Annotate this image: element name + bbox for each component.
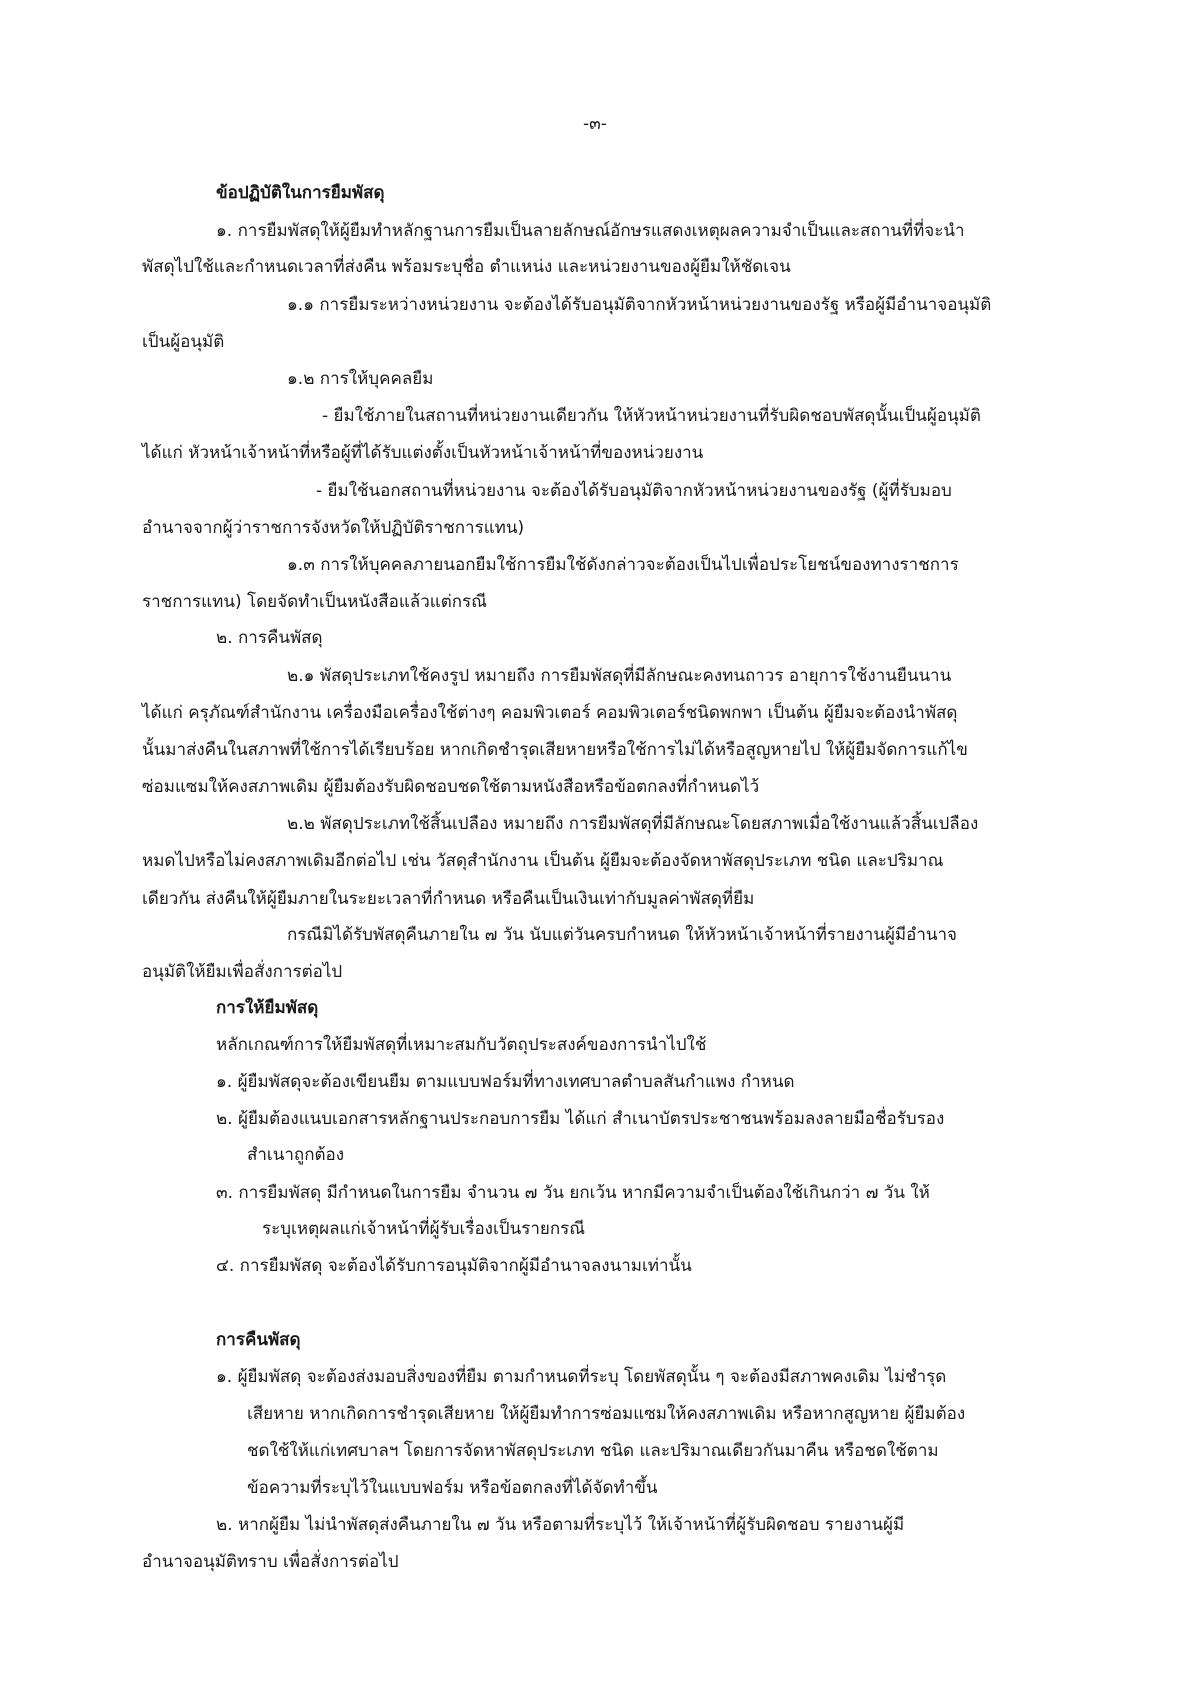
paragraph-line: ๑.๒ การให้บุคคลยืม: [287, 369, 434, 389]
paragraph-line: ซ่อมแซมให้คงสภาพเดิม ผู้ยืมต้องรับผิดชอบชดใช้ตามหนังสือหรือข้อตกลงที่กำหนดไว้: [142, 777, 760, 797]
list-item: ๑. ผู้ยืมพัสดุจะต้องเขียนยืม ตามแบบฟอร์มที่ทางเทศบาลตำบลสันกำแพง กำหนด: [216, 1072, 795, 1092]
paragraph-line: ๒.๑ พัสดุประเภทใช้คงรูป หมายถึง การยืมพัสดุที่มีลักษณะคงทนถาวร อายุการใช้งานยืนนาน: [287, 666, 952, 686]
paragraph-line: หลักเกณฑ์การให้ยืมพัสดุที่เหมาะสมกับวัตถุประสงค์ของการนำไปใช้: [216, 1035, 707, 1055]
list-item: ๒. ผู้ยืมต้องแนบเอกสารหลักฐานประกอบการยืม ได้แก่ สำเนาบัตรประชาชนพร้อมลงลายมือชื่อรับรอง: [216, 1109, 945, 1129]
paragraph-line: ๑.๑ การยืมระหว่างหน่วยงาน จะต้องได้รับอนุมัติจากหัวหน้าหน่วยงานของรัฐ หรือผู้มีอำนาจอนุมัติ: [287, 295, 992, 315]
paragraph-line: กรณีมิได้รับพัสดุคืนภายใน ๗ วัน นับแต่วันครบกำหนด ให้หัวหน้าเจ้าหน้าที่รายงานผู้มีอำนาจ: [287, 925, 957, 945]
list-item-continuation: ชดใช้ให้แก่เทศบาลฯ โดยการจัดหาพัสดุประเภท ชนิด และปริมาณเดียวกันมาคืน หรือชดใช้ตาม: [247, 1441, 939, 1461]
paragraph-line: ๒. การคืนพัสดุ: [216, 628, 323, 648]
paragraph-line: อนุมัติให้ยืมเพื่อสั่งการต่อไป: [142, 962, 343, 982]
paragraph-line: ราชการแทน) โดยจัดทำเป็นหนังสือแล้วแต่กรณี: [142, 592, 487, 612]
paragraph-line: ได้แก่ หัวหน้าเจ้าหน้าที่หรือผู้ที่ได้รับแต่งตั้งเป็นหัวหน้าเจ้าหน้าที่ของหน่วยงาน: [142, 443, 704, 463]
list-item-continuation: ข้อความที่ระบุไว้ในแบบฟอร์ม หรือข้อตกลงที่ได้จัดทำขึ้น: [247, 1478, 658, 1498]
list-item: ๓. การยืมพัสดุ มีกำหนดในการยืม จำนวน ๗ วัน ยกเว้น หากมีความจำเป็นต้องใช้เกินกว่า ๗ วัน ให้: [216, 1183, 930, 1203]
list-item-continuation: ระบุเหตุผลแก่เจ้าหน้าที่ผู้รับเรื่องเป็นรายกรณี: [262, 1219, 586, 1239]
paragraph-line: เป็นผู้อนุมัติ: [142, 332, 225, 352]
paragraph-line: - ยืมใช้ภายในสถานที่หน่วยงานเดียวกัน ให้หัวหน้าหน่วยงานที่รับผิดชอบพัสดุนั้นเป็นผู้อนุมัติ: [322, 406, 981, 426]
paragraph-line: ๑.๓ การให้บุคคลภายนอกยืมใช้การยืมใช้ดังกล่าวจะต้องเป็นไปเพื่อประโยชน์ของทางราชการ: [287, 555, 959, 575]
paragraph-line: นั้นมาส่งคืนในสภาพที่ใช้การได้เรียบร้อย หากเกิดชำรุดเสียหายหรือใช้การไม่ได้หรือสูญหายไป ให้ผู้ยืมจัดการแก้ไข: [142, 740, 968, 760]
list-item-continuation: เสียหาย หากเกิดการชำรุดเสียหาย ให้ผู้ยืมทำการซ่อมแซมให้คงสภาพเดิม หรือหากสูญหาย ผู้ยืมต้อง: [247, 1404, 966, 1424]
page-number: -๓-: [583, 114, 607, 134]
paragraph-line: ได้แก่ ครุภัณฑ์สำนักงาน เครื่องมือเครื่องใช้ต่างๆ คอมพิวเตอร์ คอมพิวเตอร์ชนิดพกพา เป็นต้น ผู้ยืมจะต้องนำพัสดุ: [142, 703, 958, 723]
list-item: ๔. การยืมพัสดุ จะต้องได้รับการอนุมัติจากผู้มีอำนาจลงนามเท่านั้น: [216, 1256, 692, 1276]
paragraph-line: อำนาจจากผู้ว่าราชการจังหวัดให้ปฏิบัติราชการแทน): [142, 518, 525, 538]
paragraph-line: ๑. การยืมพัสดุให้ผู้ยืมทำหลักฐานการยืมเป็นลายลักษณ์อักษรแสดงเหตุผลความจำเป็นและสถานที่ที่จะนำ: [216, 221, 965, 241]
list-item-continuation: สำเนาถูกต้อง: [247, 1145, 345, 1165]
paragraph-line: - ยืมใช้นอกสถานที่หน่วยงาน จะต้องได้รับอนุมัติจากหัวหน้าหน่วยงานของรัฐ (ผู้ที่รับมอบ: [316, 481, 952, 501]
list-item: ๑. ผู้ยืมพัสดุ จะต้องส่งมอบสิ่งของที่ยืม ตามกำหนดที่ระบุ โดยพัสดุนั้น ๆ จะต้องมีสภาพคงเดิม ไม่ชำรุด: [216, 1367, 947, 1387]
heading-borrowing-rules: ข้อปฏิบัติในการยืมพัสดุ: [216, 183, 385, 203]
paragraph-line: พัสดุไปใช้และกำหนดเวลาที่ส่งคืน พร้อมระบุชื่อ ตำแหน่ง และหน่วยงานของผู้ยืมให้ชัดเจน: [142, 257, 791, 277]
paragraph-line: อำนาจอนุมัติทราบ เพื่อสั่งการต่อไป: [142, 1552, 399, 1572]
heading-lending: การให้ยืมพัสดุ: [216, 998, 319, 1018]
paragraph-line: ๒.๒ พัสดุประเภทใช้สิ้นเปลือง หมายถึง การยืมพัสดุที่มีลักษณะโดยสภาพเมื่อใช้งานแล้วสิ้นเปลือง: [287, 814, 979, 834]
paragraph-line: เดียวกัน ส่งคืนให้ผู้ยืมภายในระยะเวลาที่กำหนด หรือคืนเป็นเงินเท่ากับมูลค่าพัสดุที่ยืม: [142, 889, 755, 909]
list-item: ๒. หากผู้ยืม ไม่นำพัสดุส่งคืนภายใน ๗ วัน หรือตามที่ระบุไว้ ให้เจ้าหน้าที่ผู้รับผิดชอบ รายงานผู้มี: [216, 1515, 905, 1535]
paragraph-line: หมดไปหรือไม่คงสภาพเดิมอีกต่อไป เช่น วัสดุสำนักงาน เป็นต้น ผู้ยืมจะต้องจัดหาพัสดุประเภท ชนิด และปริมาณ: [142, 851, 944, 871]
heading-returning: การคืนพัสดุ: [216, 1330, 301, 1350]
